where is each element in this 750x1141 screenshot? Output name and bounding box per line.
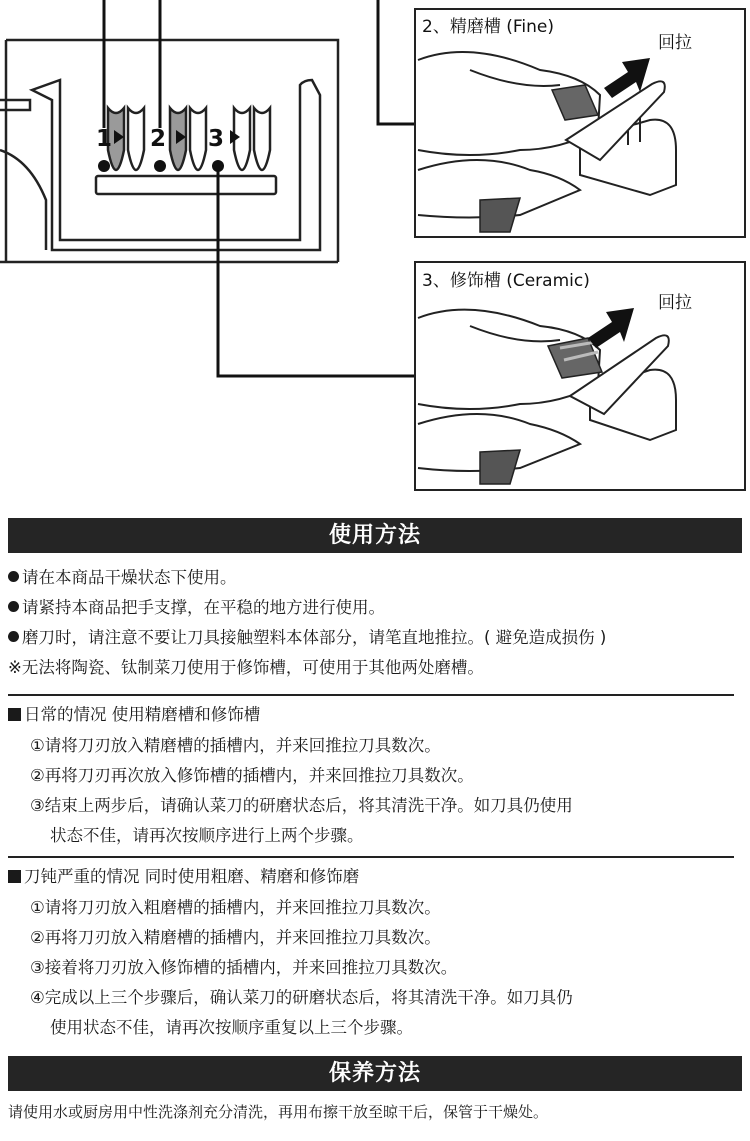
square-bullet-icon	[8, 708, 21, 721]
bullet-icon	[8, 571, 19, 582]
usage-heading: 使用方法	[8, 518, 742, 553]
daily-step-1: ①请将刀刃放入精磨槽的插槽内，并来回推拉刀具数次。	[30, 736, 441, 755]
usage-note-1-text: 请在本商品干燥状态下使用。	[22, 568, 237, 587]
usage-note-3-text: 磨刀时，请注意不要让刀具接触塑料本体部分，请笔直地推拉。( 避免造成损伤 )	[22, 628, 607, 647]
care-text: 请使用水或厨房用中性洗涤剂充分清洗，再用布擦干放至晾干后，保管于干燥处。	[8, 1103, 549, 1121]
daily-title	[8, 704, 260, 726]
square-bullet-icon	[8, 870, 21, 883]
slot-3-marker	[212, 160, 224, 172]
usage-note-1	[8, 567, 237, 589]
divider	[8, 856, 734, 858]
usage-caution: ※无法将陶瓷、钛制菜刀使用于修饰槽，可使用于其他两处磨槽。	[8, 658, 484, 677]
panel-fine-frame	[415, 9, 745, 237]
slot-number-3: 3	[208, 126, 225, 152]
usage-note-2-text: 请紧持本商品把手支撑，在平稳的地方进行使用。	[22, 598, 385, 617]
panel-fine-title: 2、精磨槽 (Fine)	[422, 17, 554, 37]
daily-step-3: ③结束上两步后，请确认菜刀的研磨状态后，将其清洗干净。如刀具仍使用	[30, 796, 573, 815]
dull-step-3: ③接着将刀刃放入修饰槽的插槽内，并来回推拉刀具数次。	[30, 958, 458, 977]
dull-step-1: ①请将刀刃放入粗磨槽的插槽内，并来回推拉刀具数次。	[30, 898, 441, 917]
usage-note-2	[8, 597, 385, 619]
sharpener-diagram	[0, 0, 750, 500]
daily-title-text: 日常的情况 使用精磨槽和修饰槽	[24, 705, 261, 724]
panel-ceramic-frame	[415, 262, 745, 490]
dull-title-text: 刀钝严重的情况 同时使用粗磨、精磨和修饰磨	[24, 867, 360, 886]
usage-note-3	[8, 627, 606, 649]
sharpener-front-view	[0, 40, 338, 262]
slot-number-1: 1	[96, 126, 113, 152]
care-heading: 保养方法	[8, 1056, 742, 1091]
dull-step-4: ④完成以上三个步骤后，确认菜刀的研磨状态后，将其清洗干净。如刀具仍	[30, 988, 573, 1007]
bullet-icon	[8, 601, 19, 612]
daily-step-3-cont: 状态不佳，请再次按顺序进行上两个步骤。	[50, 826, 364, 845]
dull-step-4-cont: 使用状态不佳，请再次按顺序重复以上三个步骤。	[50, 1018, 413, 1037]
panel-fine-callout: 回拉	[658, 33, 692, 53]
dull-title	[8, 866, 359, 888]
dull-step-2: ②再将刀刃放入精磨槽的插槽内，并来回推拉刀具数次。	[30, 928, 441, 947]
panel-ceramic-title: 3、修饰槽 (Ceramic)	[422, 271, 590, 291]
slot-number-2: 2	[150, 126, 167, 152]
bullet-icon	[8, 631, 19, 642]
slot-1-marker	[98, 160, 110, 172]
daily-step-2: ②再将刀刃再次放入修饰槽的插槽内，并来回推拉刀具数次。	[30, 766, 474, 785]
divider	[8, 694, 734, 696]
panel-ceramic-callout: 回拉	[658, 293, 692, 313]
slot-2-marker	[154, 160, 166, 172]
